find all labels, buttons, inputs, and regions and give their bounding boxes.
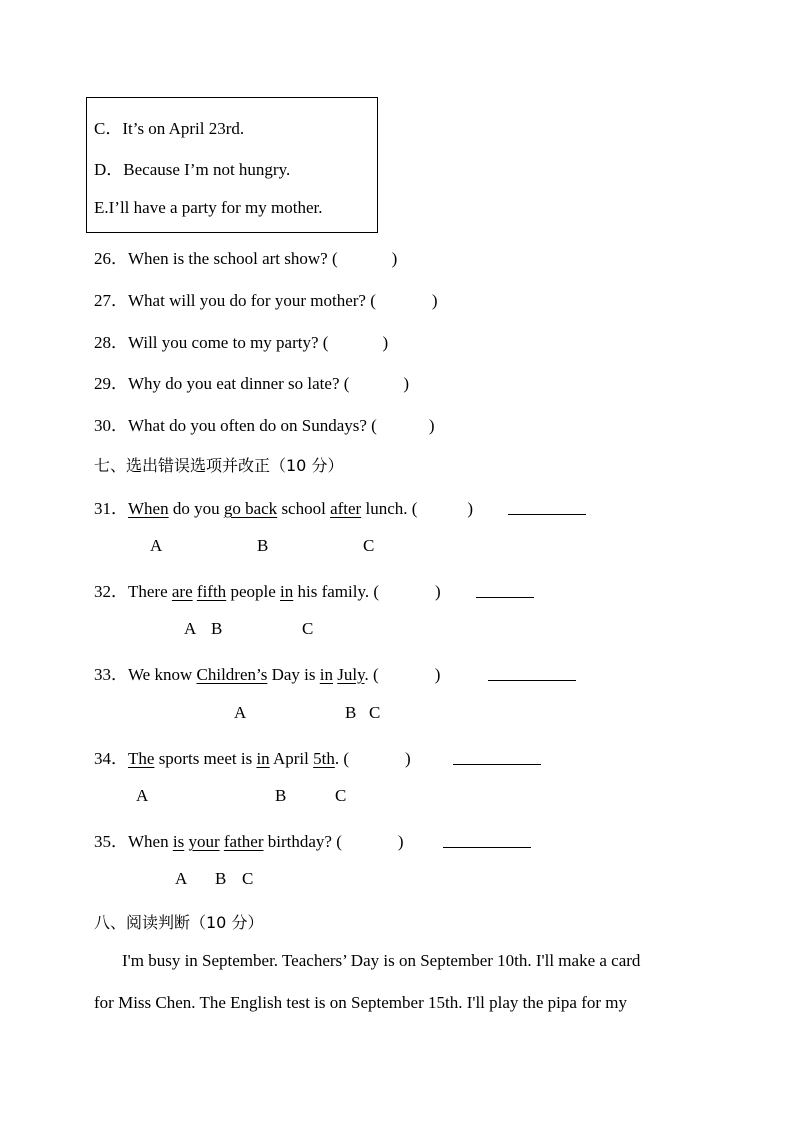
option-c-word: 5th: [313, 749, 335, 768]
question-text: There: [128, 582, 172, 601]
option-c-word: after: [330, 499, 362, 518]
question-text: do you: [168, 499, 224, 518]
section-8-title: 八、阅读判断（10 分）: [94, 913, 264, 932]
passage-line-1: I'm busy in September. Teachers’ Day is on September 10th. I'll make a card: [122, 951, 641, 970]
option-a-word: are: [171, 582, 193, 601]
close-paren: ): [435, 582, 441, 601]
question-text: What will you do for your mother? (: [128, 291, 376, 310]
option-c-word: father: [223, 832, 264, 851]
close-paren: ): [467, 499, 474, 518]
label-b: B: [275, 786, 287, 805]
option-b-word: in: [319, 665, 334, 684]
option-c-word: July: [337, 665, 365, 684]
label-c: C: [335, 786, 347, 805]
option-d: D．Because I’m not hungry.: [94, 160, 291, 179]
question-34: [94, 744, 411, 769]
label-c: C: [302, 619, 314, 638]
close-paren: ): [403, 374, 410, 393]
passage-line-2: for Miss Chen. The English test is on September 15th. I'll play the pipa for my: [94, 993, 627, 1012]
option-b-word: your: [188, 832, 220, 851]
question-text: school: [277, 499, 331, 518]
label-a: A: [175, 869, 188, 888]
question-33: [94, 660, 440, 685]
close-paren: ): [428, 416, 435, 435]
label-a: A: [136, 786, 149, 805]
option-b-word: in: [256, 749, 270, 768]
question-30: [94, 411, 435, 436]
close-paren: ): [434, 665, 441, 684]
option-e: E.I’ll have a party for my mother.: [94, 198, 323, 217]
label-c: C: [242, 869, 254, 888]
section-7-title: 七、选出错误选项并改正（10 分）: [94, 456, 344, 475]
close-paren: ): [431, 291, 438, 310]
question-text: . (: [334, 749, 350, 768]
correction-line[interactable]: [476, 583, 534, 598]
option-b-word: go back: [223, 499, 278, 518]
question-number: 31．: [94, 499, 128, 518]
option-a-word: Children’s: [196, 665, 268, 684]
question-text: sports meet is: [154, 749, 257, 768]
question-text: birthday? (: [263, 832, 342, 851]
question-number: 35．: [94, 832, 128, 851]
label-b: B: [211, 619, 223, 638]
close-paren: ): [382, 333, 389, 352]
question-text: his family. (: [293, 582, 380, 601]
option-a-word: is: [172, 832, 185, 851]
close-paren: ): [405, 749, 411, 768]
label-a: A: [234, 703, 247, 722]
question-text: lunch. (: [361, 499, 418, 518]
question-number: 30．: [94, 416, 128, 435]
close-paren: ): [397, 832, 404, 851]
question-32: [94, 577, 441, 602]
label-b: B: [345, 703, 357, 722]
question-number: 29．: [94, 374, 128, 393]
question-text: We know: [128, 665, 197, 684]
option-c-word: in: [280, 582, 294, 601]
question-number: 33．: [94, 665, 128, 684]
question-28: [94, 328, 388, 353]
label-b: B: [215, 869, 227, 888]
question-text: Will you come to my party? (: [128, 333, 329, 352]
correction-line[interactable]: [508, 500, 586, 515]
question-35: [94, 827, 404, 852]
question-31: [94, 494, 473, 519]
option-c: C．It’s on April 23rd.: [94, 119, 245, 138]
question-text: When: [128, 832, 173, 851]
question-29: [94, 369, 409, 394]
label-c: C: [363, 536, 375, 555]
label-a: A: [184, 619, 197, 638]
correction-line[interactable]: [443, 833, 531, 848]
label-c: C: [369, 703, 381, 722]
label-b: B: [257, 536, 269, 555]
question-27: [94, 286, 438, 311]
question-26: [94, 244, 397, 269]
option-a-word: The: [128, 749, 155, 768]
correction-line[interactable]: [488, 666, 576, 681]
question-text: . (: [364, 665, 379, 684]
question-number: 27．: [94, 291, 128, 310]
label-a: A: [150, 536, 163, 555]
question-text: What do you often do on Sundays? (: [128, 416, 377, 435]
option-a-word: When: [128, 499, 169, 518]
question-text: people: [226, 582, 281, 601]
question-text: Why do you eat dinner so late? (: [128, 374, 350, 393]
correction-line[interactable]: [453, 750, 541, 765]
question-text: When is the school art show? (: [128, 249, 338, 268]
close-paren: ): [391, 249, 398, 268]
question-text: Day is: [267, 665, 320, 684]
question-number: 32．: [94, 582, 128, 601]
question-number: 26．: [94, 249, 128, 268]
question-number: 34．: [94, 749, 128, 768]
question-text: April: [269, 749, 314, 768]
question-number: 28．: [94, 333, 128, 352]
option-b-word: fifth: [196, 582, 227, 601]
